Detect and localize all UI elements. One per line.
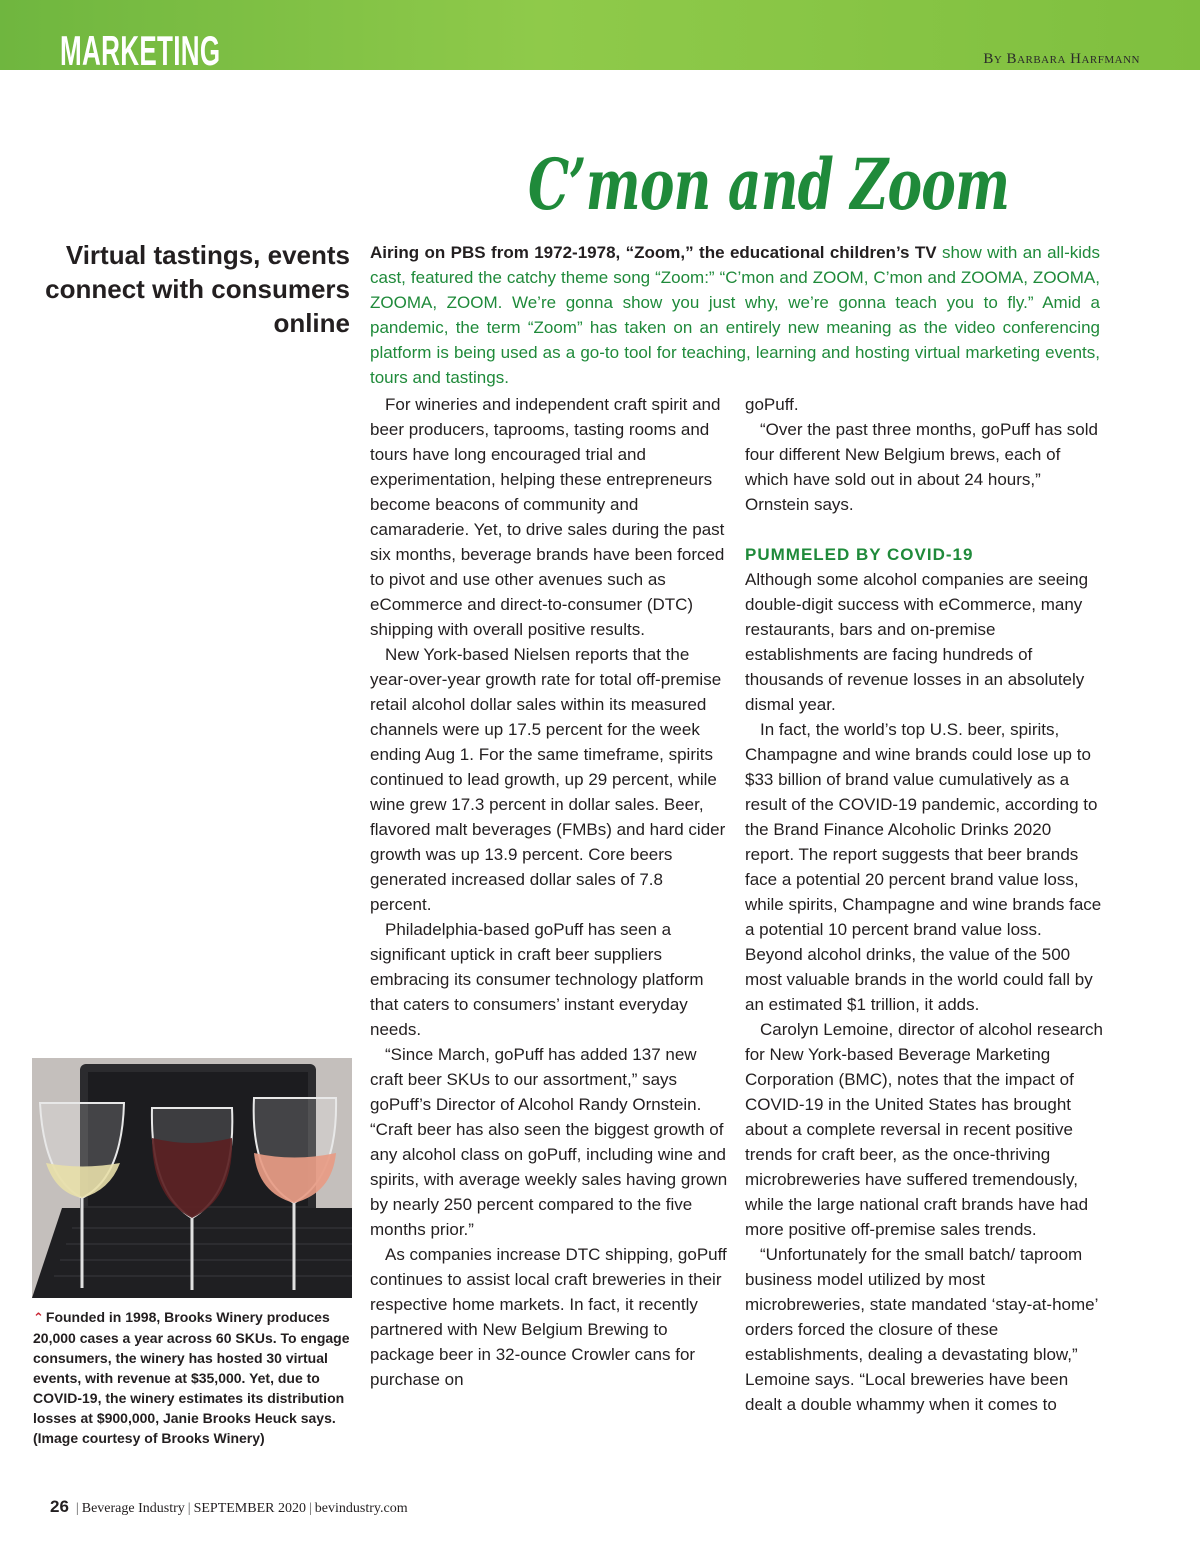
body-paragraph: In fact, the world’s top U.S. beer, spirits, Champagne and wine brands could lose up to $33 billion of brand value cumulatively as a result of the COVID-19 pandemic, according to the Brand Finance Alcoholic Drinks 2020 report. The report suggests that beer brands face a potential 20 percent brand value loss, while spirits, Champagne and wine brands face a potential 10 percent brand value loss. Beyond alcohol drinks, the value of the 500 most valuable brands in the world could fall by an estimated $1 trillion, it adds. (745, 720, 1102, 1014)
body-paragraph: “Unfortunately for the small batch/ taproom business model utilized by most microbreweries, state mandated ‘stay-at-home’ orders forced the closure of these establishments, dealing a devastating blow,” Lemoine says. “Local breweries have been dealt a double whammy when it comes to (745, 1245, 1098, 1414)
body-paragraph: For wineries and independent craft spirit and beer producers, taprooms, tasting rooms and tours have long encouraged trial and experimentation, helping these entrepreneurs become beacons of community and camaraderie. Yet, to drive sales during the past six months, beverage brands have been forced to pivot and use other avenues such as eCommerce and direct-to-consumer (DTC) shipping with overall positive results. (370, 395, 725, 639)
photo-caption (33, 1307, 351, 1448)
body-paragraph: “Since March, goPuff has added 137 new craft beer SKUs to our assortment,” says goPuff’s Director of Alcohol Randy Ornstein. “Craft beer has also seen the biggest growth of any alcohol class on goPuff, including wine and spirits, with average weekly sales having grown by nearly 250 percent compared to the five months prior.” (370, 1045, 728, 1239)
body-paragraph: Although some alcohol companies are seeing double-digit success with eCommerce, many restaurants, bars and on-premise establishments are facing hundreds of thousands of revenue losses in an absolutely dismal year. (745, 570, 1089, 714)
article-title: C’mon and Zoom (528, 143, 1010, 226)
footer-website: bevindustry.com (314, 1501, 408, 1516)
page-footer (50, 1497, 408, 1517)
article-lede (370, 240, 1100, 390)
lede-bold-text: Airing on PBS from 1972-1978, “Zoom,” the educational children’s TV (370, 243, 937, 262)
footer-separator: | (187, 1501, 191, 1516)
body-column-right (745, 392, 1103, 1417)
double-chevron-up-icon: ⌃ (33, 1310, 44, 1325)
lede-text: show with an all-kids cast, featured the catchy theme song “Zoom:” “C’mon and ZOOM, C’mon and ZOOMA, ZOOMA, ZOOMA, ZOOM. We’re gonna show you just why, we’re gonna teach you to fly.” Amid a pandemic, the term “Zoom” has taken on an entirely new meaning as the video conferencing platform is being used as a go-to tool for teaching, learning and hosting virtual marketing events, tours and tastings. (370, 243, 1100, 387)
photo-caption-text: Founded in 1998, Brooks Winery produces 20,000 cases a year across 60 SKUs. To engage consumers, the winery has hosted 30 virtual events, with revenue at $35,000. Yet, due to COVID-19, the winery estimates its distribution losses at $900,000, Janie Brooks Heuck says. (Image courtesy of Brooks Winery) (33, 1309, 350, 1446)
wine-glasses-photo (32, 1058, 352, 1298)
body-paragraph: “Over the past three months, goPuff has sold four different New Belgium brews, each of which have sold out in about 24 hours,” Ornstein says. (745, 420, 1098, 514)
footer-separator: | (308, 1501, 312, 1516)
wine-glasses-illustration (32, 1058, 352, 1298)
footer-separator: | (75, 1501, 79, 1516)
footer-publication: Beverage Industry (81, 1501, 185, 1516)
section-label: MARKETING (60, 27, 221, 74)
byline: By Barbara Harfmann (983, 51, 1140, 67)
body-paragraph: Philadelphia-based goPuff has seen a significant uptick in craft beer suppliers embracing its consumer technology platform that caters to consumers’ instant everyday needs. (370, 920, 704, 1039)
article-deck: Virtual tastings, events connect with consumers online (45, 240, 350, 338)
body-paragraph: As companies increase DTC shipping, goPuff continues to assist local craft breweries in their respective home markets. In fact, it recently partnered with New Belgium Brewing to package beer in 32-ounce Crowler cans for purchase on (370, 1245, 727, 1389)
footer-issue: SEPTEMBER 2020 (193, 1501, 306, 1516)
section-subhead: PUMMELED BY COVID-19 (745, 545, 974, 564)
body-paragraph-continued: goPuff. (745, 395, 799, 414)
body-paragraph: New York-based Nielsen reports that the year-over-year growth rate for total off-premise retail alcohol dollar sales within its measured channels were up 17.5 percent for the week ending Aug 1. For the same timeframe, spirits continued to lead growth, up 29 percent, while wine grew 17.3 percent in dollar sales. Beer, flavored malt beverages (FMBs) and hard cider growth was up 13.9 percent. Core beers generated increased dollar sales of 7.8 percent. (370, 645, 726, 914)
body-column-left (370, 392, 728, 1392)
page-number: 26 (50, 1497, 69, 1516)
body-paragraph: Carolyn Lemoine, director of alcohol research for New York-based Beverage Marketing Corporation (BMC), notes that the impact of COVID-19 in the United States has brought about a complete reversal in recent positive trends for craft beer, as the once-thriving microbreweries have suffered tremendously, while the large national craft brands have had more positive off-premise sales trends. (745, 1020, 1104, 1239)
